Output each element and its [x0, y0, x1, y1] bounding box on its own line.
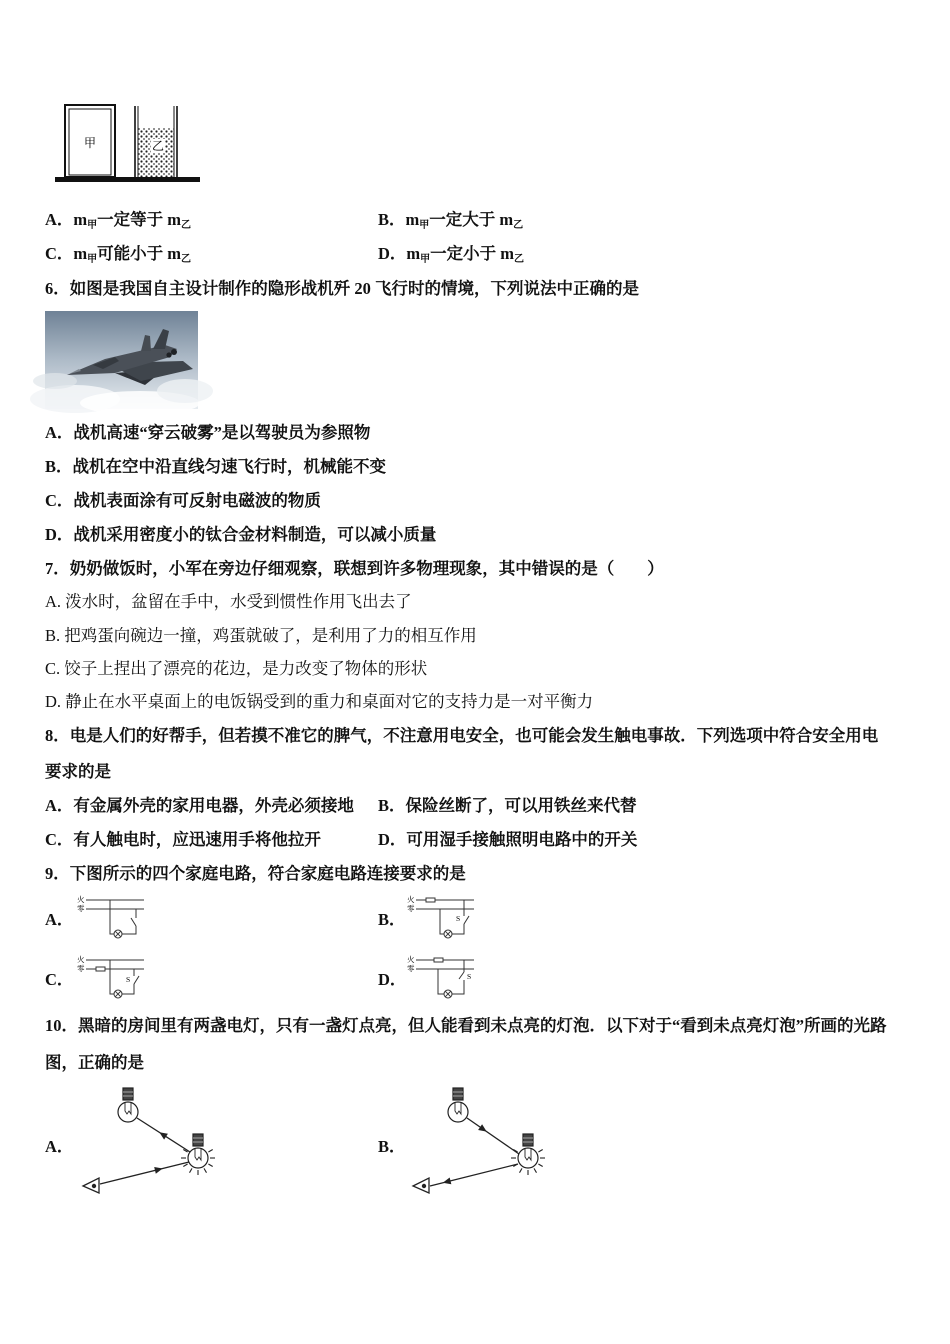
- subscript: 甲: [420, 254, 431, 265]
- q9-stem: 9．下图所示的四个家庭电路，符合家庭电路连接要求的是: [45, 864, 466, 883]
- q6-option-c: C．战机表面涂有可反射电磁波的物质: [45, 491, 321, 510]
- live-wire-label: 火: [407, 895, 415, 904]
- live-wire-label: 火: [407, 955, 415, 964]
- light-ray: [430, 1164, 518, 1186]
- q8-stem-line-1: 8．电是人们的好帮手，但若摸不准它的脾气，不注意用电安全，也可能会发生触电事故．下列选项中符合安全用电: [45, 726, 879, 745]
- block-jia: [65, 105, 115, 177]
- neutral-wire-label: 零: [407, 964, 415, 973]
- q5-option-a: [45, 210, 191, 230]
- subscript: 乙: [514, 254, 525, 265]
- q5-option-d: [378, 244, 524, 264]
- unlit-bulb-icon: [448, 1088, 468, 1122]
- switch-label: S: [126, 975, 131, 984]
- q9-label-a: A．: [45, 910, 74, 929]
- option-text: 一定小于 m: [430, 244, 515, 263]
- neutral-wire-label: 零: [407, 904, 415, 913]
- q9-label-b: B．: [378, 910, 406, 929]
- q10-label-a: A．: [45, 1137, 74, 1156]
- q7-stem: 7．奶奶做饭时，小军在旁边仔细观察，联想到许多物理现象，其中错误的是（ ）: [45, 559, 664, 578]
- q5-option-c: [45, 244, 191, 264]
- subscript: 甲: [87, 220, 98, 231]
- q8-option-b: B．保险丝断了，可以用铁丝来代替: [378, 796, 637, 815]
- q7-option-d: D. 静止在水平桌面上的电饭锅受到的重力和桌面对它的支持力是一对平衡力: [45, 692, 594, 711]
- option-label: A．: [45, 210, 74, 229]
- switch-label: S: [467, 972, 472, 981]
- q7-option-c: C. 饺子上捏出了漂亮的花边，是力改变了物体的形状: [45, 659, 428, 678]
- q10-stem-line-2: 图，正确的是: [45, 1053, 144, 1072]
- eye-icon: [83, 1178, 99, 1193]
- container-yi-label: 乙: [151, 139, 165, 153]
- container-yi: [135, 106, 177, 178]
- q5-option-b: [378, 210, 523, 230]
- light-ray: [467, 1118, 519, 1154]
- q8-option-a: A．有金属外壳的家用电器，外壳必须接地: [45, 796, 354, 815]
- q9-circuit-b: [404, 894, 476, 942]
- mass-symbol: m: [73, 244, 88, 263]
- q9-label-d: D．: [378, 970, 407, 989]
- mass-symbol: m: [405, 210, 420, 229]
- option-label: B．: [378, 210, 406, 229]
- q9-circuit-d: [404, 954, 476, 1002]
- neutral-wire-label: 零: [77, 904, 85, 913]
- light-ray: [100, 1162, 189, 1184]
- subscript: 甲: [87, 254, 98, 265]
- mass-symbol: m: [73, 210, 88, 229]
- q8-option-c: C．有人触电时，应迅速用手将他拉开: [45, 830, 321, 849]
- q7-option-a: A. 泼水时，盆留在手中，水受到惯性作用飞出去了: [45, 592, 412, 611]
- q10-label-b: B．: [378, 1137, 406, 1156]
- ground-line: [55, 177, 200, 182]
- option-label: D．: [378, 244, 407, 263]
- q10-light-path-a: [75, 1082, 235, 1200]
- subscript: 甲: [419, 220, 430, 231]
- j20-jet-photo: [45, 311, 198, 409]
- q6-option-d: D．战机采用密度小的钛合金材料制造，可以减小质量: [45, 525, 437, 544]
- block-jia-label: 甲: [83, 136, 97, 150]
- q8-stem-line-2: 要求的是: [45, 762, 111, 781]
- q9-circuit-c: [74, 954, 146, 1002]
- q5-mass-figure: [50, 100, 205, 192]
- q6-option-b: B．战机在空中沿直线匀速飞行时，机械能不变: [45, 457, 387, 476]
- q8-option-d: D．可用湿手接触照明电路中的开关: [378, 830, 638, 849]
- subscript: 乙: [513, 220, 524, 231]
- q9-circuit-a: [74, 894, 146, 942]
- option-label: C．: [45, 244, 74, 263]
- q6-option-a: A．战机高速“穿云破雾”是以驾驶员为参照物: [45, 423, 371, 442]
- q7-option-b: B. 把鸡蛋向碗边一撞，鸡蛋就破了，是利用了力的相互作用: [45, 626, 477, 645]
- mass-symbol: m: [406, 244, 421, 263]
- q10-light-path-b: [405, 1082, 565, 1200]
- option-text: 一定大于 m: [429, 210, 514, 229]
- neutral-wire-label: 零: [77, 964, 85, 973]
- lit-bulb-icon: [511, 1134, 545, 1175]
- live-wire-label: 火: [77, 955, 85, 964]
- unlit-bulb-icon: [118, 1088, 138, 1122]
- lit-bulb-icon: [181, 1134, 215, 1175]
- live-wire-label: 火: [77, 895, 85, 904]
- eye-icon: [413, 1178, 429, 1193]
- option-text: 可能小于 m: [97, 244, 182, 263]
- light-ray: [137, 1118, 190, 1152]
- q10-stem-line-1: 10．黑暗的房间里有两盏电灯，只有一盏灯点亮，但人能看到未点亮的灯泡．以下对于“看到未点亮灯泡”所画的光路: [45, 1016, 887, 1035]
- option-text: 一定等于 m: [97, 210, 182, 229]
- subscript: 乙: [181, 254, 192, 265]
- subscript: 乙: [181, 220, 192, 231]
- q6-stem: 6．如图是我国自主设计制作的隐形战机歼 20 飞行时的情境，下列说法中正确的是: [45, 279, 639, 298]
- q9-label-c: C．: [45, 970, 74, 989]
- switch-label: S: [456, 914, 461, 923]
